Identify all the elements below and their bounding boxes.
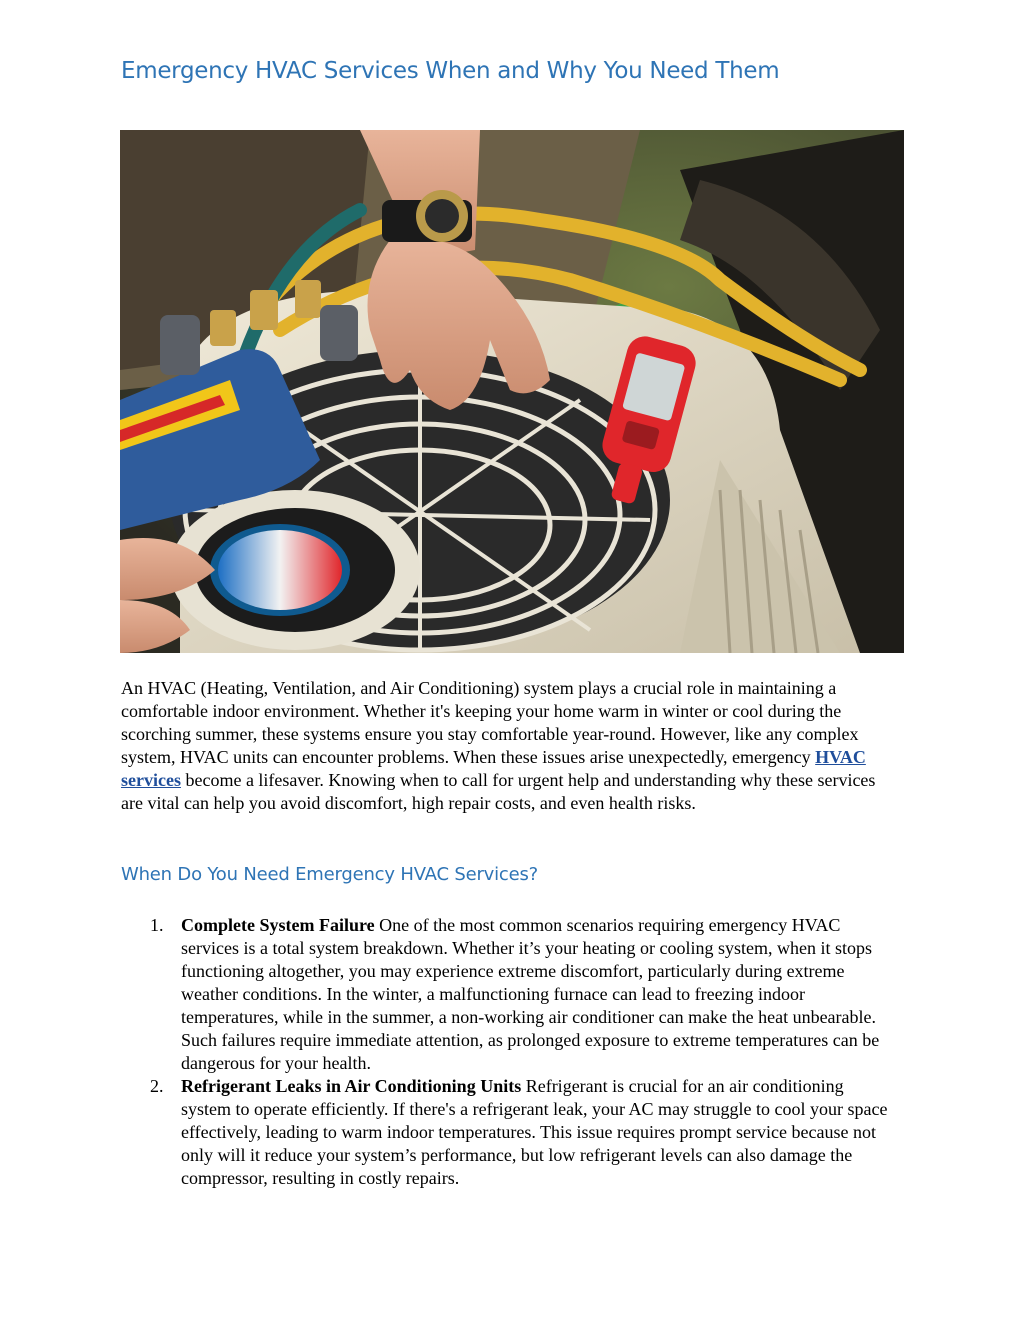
section-heading: When Do You Need Emergency HVAC Services? — [121, 864, 538, 885]
list-item-text: Refrigerant is crucial for an air conditioning system to operate efficiently. If there's a refrigerant leak, your AC may struggle to cool your space effectively, leading to warm indoor temperatures. This issue requires prompt service because not only will it reduce your system’s performance, but low refrigerant levels can also damage the compressor, resulting in costly repairs. — [181, 1076, 888, 1188]
hvac-technician-photo — [120, 130, 904, 653]
intro-paragraph — [121, 677, 901, 815]
list-item-text: One of the most common scenarios requiring emergency HVAC services is a total system breakdown. Whether it’s your heating or cooling system, when it stops functioning altogether, you may experience extreme discomfort, particularly during extreme weather conditions. In the winter, a malfunctioning furnace can lead to freezing indoor temperatures, while in the summer, a non-working air conditioner can make the heat unbearable. Such failures require immediate attention, as prolonged exposure to extreme temperatures can be dangerous for your health. — [181, 915, 880, 1073]
document-title: Emergency HVAC Services When and Why You Need Them — [121, 58, 780, 84]
list-item-number: 2. — [150, 1076, 164, 1096]
list-item-body — [181, 1075, 891, 1190]
list-item-heading: Refrigerant Leaks in Air Conditioning Units — [181, 1076, 522, 1096]
list-item — [0, 914, 1024, 1075]
intro-text-before-link: An HVAC (Heating, Ventilation, and Air Conditioning) system plays a crucial role in maintaining a comfortable indoor environment. Whether it's keeping your home warm in winter or cool during the scorching summer, these systems ensure you stay comfortable year-round. However, like any complex system, HVAC units can encounter problems. When these issues arise unexpectedly, emergency — [121, 678, 859, 767]
photo-illustration — [120, 130, 904, 653]
emergency-reasons-list — [0, 914, 1024, 1190]
list-item-body — [181, 914, 891, 1075]
hvac-services-link[interactable]: HVAC services — [121, 747, 866, 790]
list-item — [0, 1075, 1024, 1190]
list-item-heading: Complete System Failure — [181, 915, 375, 935]
list-item-number: 1. — [150, 915, 164, 935]
intro-text-after-link: become a lifesaver. Knowing when to call for urgent help and understanding why these services are vital can help you avoid discomfort, high repair costs, and even health risks. — [121, 770, 876, 813]
